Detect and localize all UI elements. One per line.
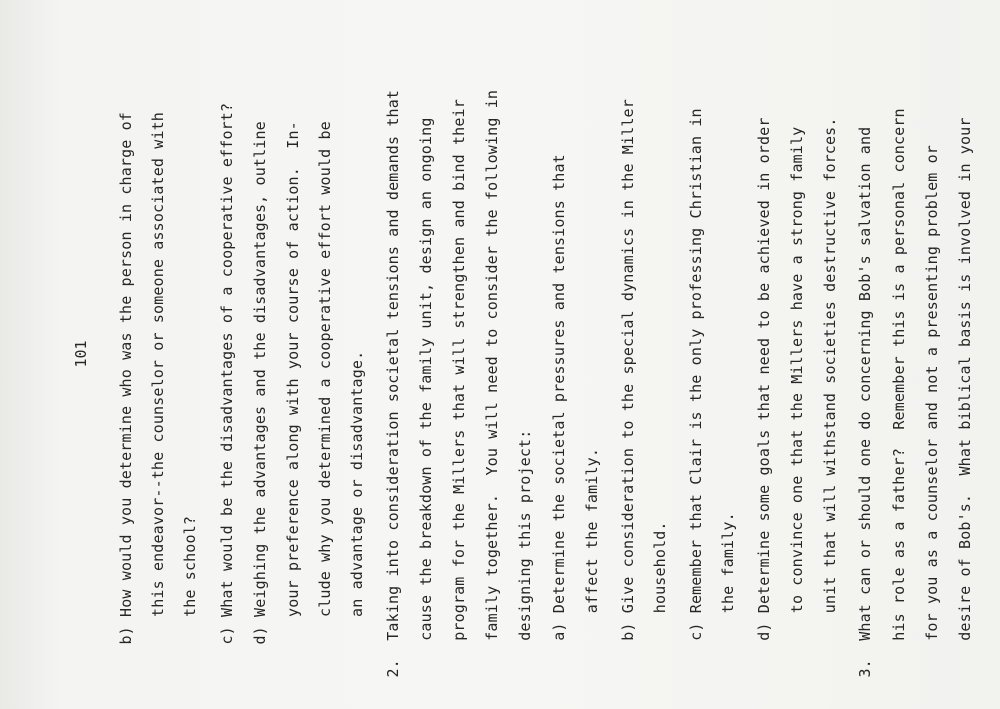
text-line: cause the breakdown of the family unit, design an ongoing [417,117,435,678]
text-line: for you as a counselor and not a presenting problem or [923,145,941,678]
text-line: an advantage or disadvantage. [348,350,366,645]
text-line: unit that will withstand societies destructive forces. [821,117,839,678]
text-line: your preference along with your course of action. In- [284,121,302,645]
text-line: family together. You will need to consider the following in [483,89,501,678]
text-line: d) Weighing the advantages and the disadvantages, outline [251,121,269,645]
text-line: designing this project: [516,429,534,678]
text-line: 3. What can or should one do concerning Bob's salvation and [856,126,874,678]
text-line: a) Determine the societal pressures and tensions that [550,154,568,678]
text-line: b) How would you determine who was the person in charge of [117,112,135,645]
text-line: program for the Millers that will strengthen and bind their [450,99,468,678]
text-line: household. [651,521,669,678]
text-line: this endeavor--the counselor or someone associated with [149,112,167,645]
text-line: c) Remember that Clair is the only professing Christian in [687,108,705,678]
text-line: his role as a father? Remember this is a personal concern [890,108,908,678]
page-number: 101 [72,340,90,368]
text-line: d) Determine some goals that need to be achieved in order [755,117,773,678]
text-line: 2. Taking into consideration societal tensions and demands that [384,89,402,678]
text-line: affect the family. [583,447,601,678]
text-line: the school? [181,515,199,645]
text-line: to convince one that the Millers have a strong family [788,126,806,678]
text-line: b) Give consideration to the special dynamics in the Miller [619,99,637,678]
text-line: the family. [719,512,737,678]
text-line: desire of Bob's. What biblical basis is involved in your [956,117,974,678]
text-line: clude why you determined a cooperative effort would be [316,121,334,645]
text-line: c) What would be the disadvantages of a cooperative effort? [218,102,236,645]
